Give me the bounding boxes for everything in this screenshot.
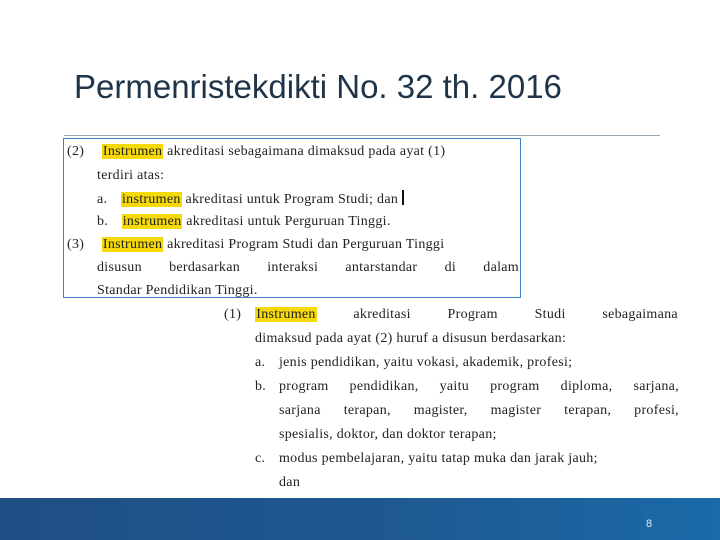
paragraph-number: (3) [67, 237, 85, 252]
title-divider [64, 135, 660, 136]
list-item-a [255, 354, 572, 372]
word: yaitu [439, 379, 470, 394]
word: terapan, [343, 403, 391, 418]
list-label: b. [97, 214, 109, 229]
paragraph-3-line-2 [97, 259, 519, 277]
word: terapan, [564, 403, 612, 418]
paragraph-1-line-1 [224, 306, 678, 324]
page-number: 8 [646, 518, 653, 530]
highlighted-term: Instrumen [256, 307, 316, 322]
list-label: b. [255, 379, 267, 394]
list-label: c. [255, 451, 266, 466]
paragraph-1-line-2: dimaksud pada ayat (2) huruf a disusun berdasarkan: [255, 331, 567, 346]
paragraph-2-line-1 [67, 143, 445, 161]
list-text: akreditasi untuk Program Studi; dan [185, 192, 399, 207]
word: pendidikan, [349, 379, 419, 394]
paragraph-lead [224, 306, 317, 324]
list-label: a. [255, 355, 266, 370]
word: antarstandar [345, 260, 418, 275]
excerpt-box-top [63, 138, 521, 298]
slide-title: Permenristekdikti No. 32 th. 2016 [74, 68, 562, 105]
highlighted-term: instrumen [122, 214, 182, 229]
list-label: a. [97, 192, 108, 207]
paragraph-text: akreditasi sebagaimana dimaksud pada ayat (1) [167, 144, 446, 159]
excerpt-box-bottom [222, 300, 688, 512]
word: Program [447, 307, 498, 322]
word: disusun [97, 260, 142, 275]
highlighted-term: Instrumen [102, 144, 163, 159]
list-item-c-text-2: dan [279, 475, 301, 490]
paragraph-3-line-1 [67, 236, 444, 254]
list-item-a [97, 190, 404, 209]
word: profesi, [634, 403, 679, 418]
paragraph-2-line-2: terdiri atas: [97, 168, 165, 183]
list-item-b-text-1 [279, 378, 679, 396]
word: interaksi [267, 260, 319, 275]
word: magister, [413, 403, 468, 418]
word: program [279, 379, 329, 394]
text-cursor [402, 190, 404, 205]
word: Studi [534, 307, 566, 322]
word: sarjana [279, 403, 321, 418]
paragraph-number: (1) [224, 307, 242, 322]
footer-bar [0, 498, 720, 540]
highlighted-term: instrumen [121, 192, 181, 207]
paragraph-text: akreditasi Program Studi dan Perguruan Tinggi [167, 237, 445, 252]
paragraph-3-line-3: Standar Pendidikan Tinggi. [97, 283, 258, 298]
list-item-c [255, 450, 598, 468]
word: sarjana, [633, 379, 679, 394]
word: akreditasi [353, 307, 411, 322]
list-item-b [97, 213, 391, 231]
word: diploma, [560, 379, 613, 394]
word: dalam [483, 260, 519, 275]
word: sebagaimana [602, 307, 678, 322]
highlighted-term: Instrumen [102, 237, 163, 252]
word: di [444, 260, 457, 275]
word: magister [490, 403, 542, 418]
list-item-b-text-2 [279, 402, 679, 420]
word: program [490, 379, 540, 394]
word: berdasarkan [169, 260, 241, 275]
paragraph-number: (2) [67, 144, 85, 159]
list-item-b-text-3: spesialis, doktor, dan doktor terapan; [279, 427, 497, 442]
list-text: akreditasi untuk Perguruan Tinggi. [186, 214, 391, 229]
list-text: modus pembelajaran, yaitu tatap muka dan jarak jauh; [278, 451, 598, 466]
list-item-b-line-1 [255, 378, 266, 396]
list-text: jenis pendidikan, yaitu vokasi, akademik, profesi; [278, 355, 573, 370]
